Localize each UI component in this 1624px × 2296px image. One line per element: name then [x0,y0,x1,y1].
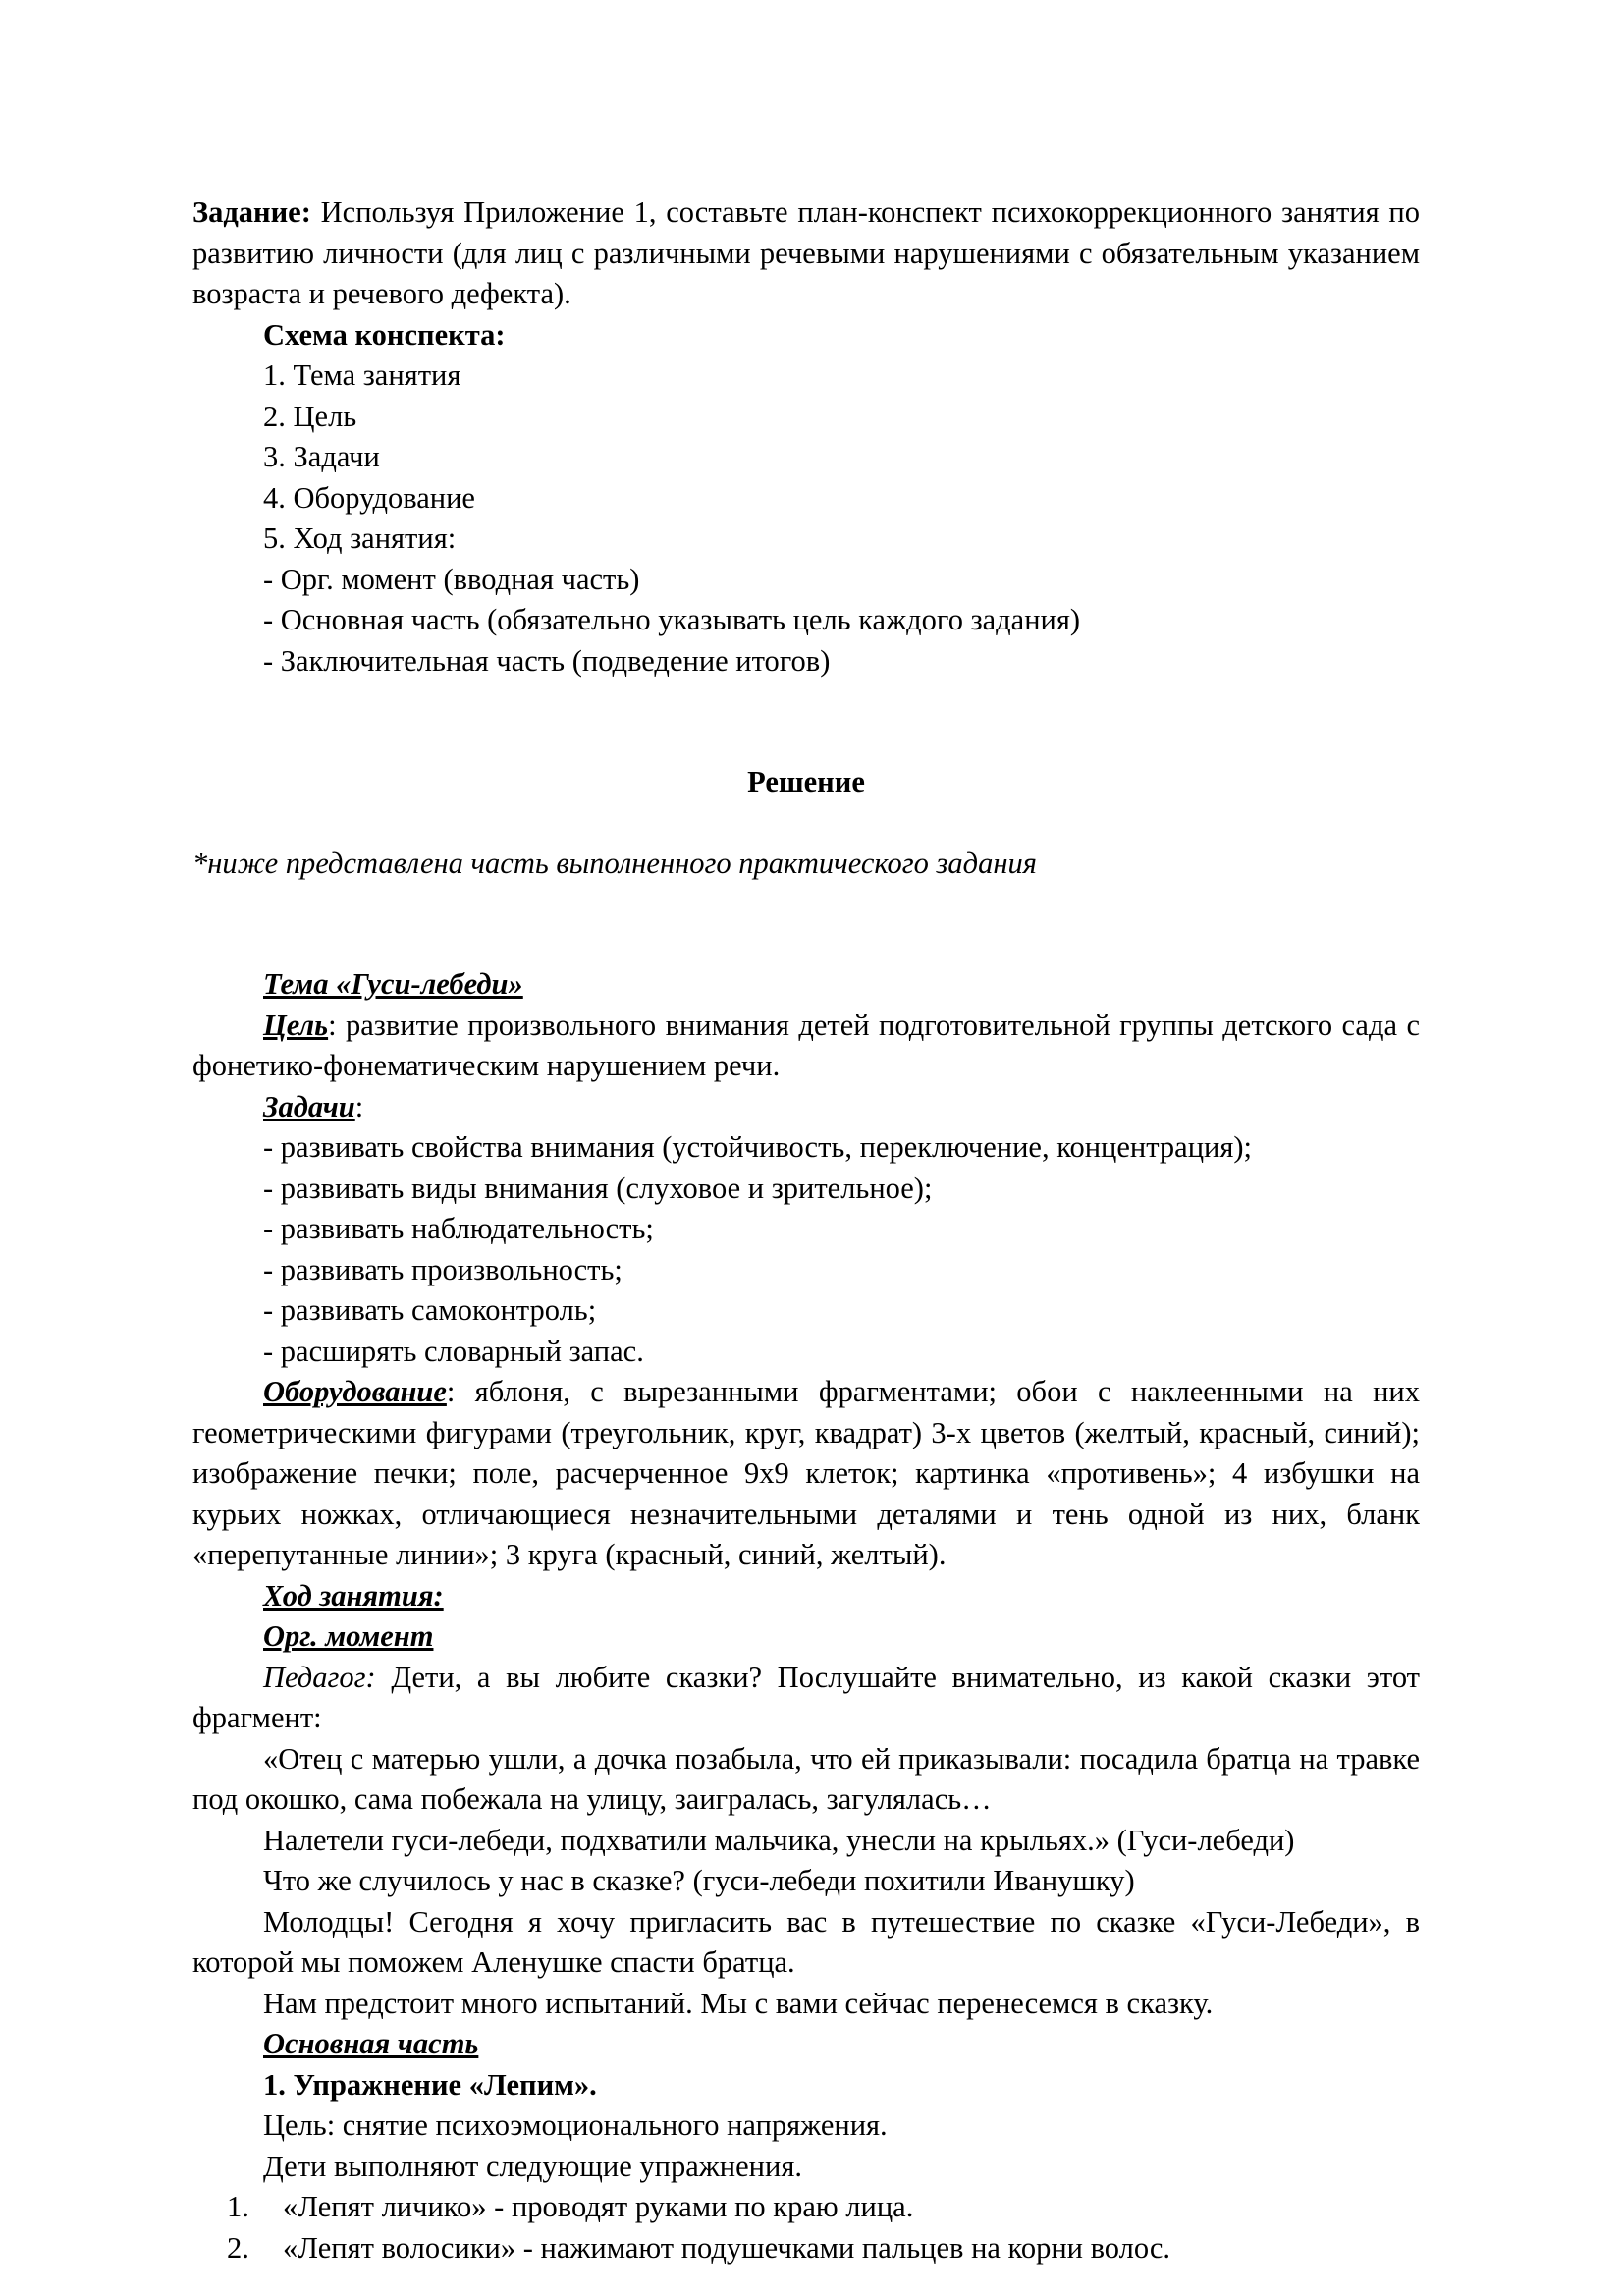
objective-item-4: - развивать произвольность; [263,1252,623,1286]
document-body [192,192,1420,2269]
lesson-objectives-heading: Задачи: [263,1089,364,1123]
list-item [192,2187,1420,2228]
lesson-goal: Цель: развитие произвольного внимания детей подготовительной группы детского сада с фонетико-фонематическим нарушением речи. [192,1008,1420,1082]
list-item-text: «Лепят волосики» - нажимают подушечками пальцев на корни волос. [283,2230,1171,2265]
task-body: Используя Приложение 1, составьте план-конспект психокоррекционного занятия по развитию личности (для лиц с различными речевыми нарушениями с обязательным указанием возраста и речевого дефекта). [192,195,1420,310]
scheme-item-2: 2. Цель [263,399,357,433]
objective-item-2: - развивать виды внимания (слуховое и зрительное); [263,1171,933,1205]
objective-item-5: - развивать самоконтроль; [263,1293,597,1327]
lesson-org-moment-heading: Орг. момент [263,1619,434,1653]
scheme-item-1: 1. Тема занятия [263,358,461,392]
task-paragraph [192,192,1420,315]
exercise-steps-list [192,2187,1420,2269]
exercise-intro: Дети выполняют следующие упражнения. [263,2149,802,2183]
exercise-title: 1. Упражнение «Лепим». [263,2067,597,2102]
task-label: Задание: [192,195,311,229]
lesson-trials-line: Нам предстоит много испытаний. Мы с вами сейчас перенесемся в сказку. [263,1986,1214,2020]
scheme-item-main: - Основная часть (обязательно указывать цель каждого задания) [263,603,1081,636]
objective-item-6: - расширять словарный запас. [263,1334,644,1368]
list-item [192,2228,1420,2269]
scheme-item-4: 4. Оборудование [263,480,475,515]
scheme-heading: Схема конспекта: [263,317,506,352]
lesson-question-line: Что же случилось у нас в сказке? (гуси-лебеди похитили Иванушку) [263,1864,1135,1897]
solution-heading: Решение [747,765,865,798]
spacer-after-solution-heading [192,803,1420,844]
teacher-intro-paragraph: Педагог: Дети, а вы любите сказки? Послушайте внимательно, из какой сказки этот фрагмент: [192,1660,1420,1734]
scheme-item-org: - Орг. момент (вводная часть) [263,562,640,596]
tale-quote-paragraph: «Отец с матерью ушли, а дочка позабыла, что ей приказывали: посадила братца на травке под окошко, сама побежала на улицу, заигралась, загулялась… [192,1741,1420,1816]
list-item-text: «Лепят личико» - проводят руками по краю лица. [283,2190,914,2223]
spacer-before-topic [192,884,1420,964]
scheme-item-final: - Заключительная часть (подведение итогов) [263,643,831,678]
solution-note: *ниже представлена часть выполненного практического задания [192,846,1037,880]
scheme-item-3: 3. Задачи [263,440,380,473]
objective-item-3: - развивать наблюдательность; [263,1212,654,1245]
exercise-goal: Цель: снятие психоэмоционального напряжения. [263,2108,888,2142]
scheme-item-5: 5. Ход занятия: [263,521,457,555]
lesson-course-heading: Ход занятия: [263,1578,444,1613]
tale-quote-continuation: Налетели гуси-лебеди, подхватили мальчика, унесли на крыльях.» (Гуси-лебеди) [263,1823,1295,1857]
lesson-topic: Тема «Гуси-лебеди» [263,967,523,1001]
lesson-invite-line: Молодцы! Сегодня я хочу пригласить вас в путешествие по сказке «Гуси-Лебеди», в которой мы поможем Аленушке спасти братца. [192,1904,1420,1979]
spacer-before-solution [192,682,1420,762]
list-item-number: 1. [227,2190,249,2223]
objective-item-1: - развивать свойства внимания (устойчивость, переключение, концентрация); [263,1130,1253,1164]
lesson-main-part-heading: Основная часть [263,2027,479,2060]
list-item-number: 2. [227,2230,249,2265]
lesson-equipment: Оборудование: яблоня, с вырезанными фрагментами; обои с наклеенными на них геометрическими фигурами (треугольник, круг, квадрат) 3-х цветов (желтый, красный, синий); изображение печки; поле, расчерченное 9х9 клеток; картинка «противень»; 4 избушки на курьих ножках, отличающиеся незначительными деталями и тень одной из них, бланк «перепутанные линии»; 3 круга (красный, синий, желтый). [192,1375,1420,1571]
